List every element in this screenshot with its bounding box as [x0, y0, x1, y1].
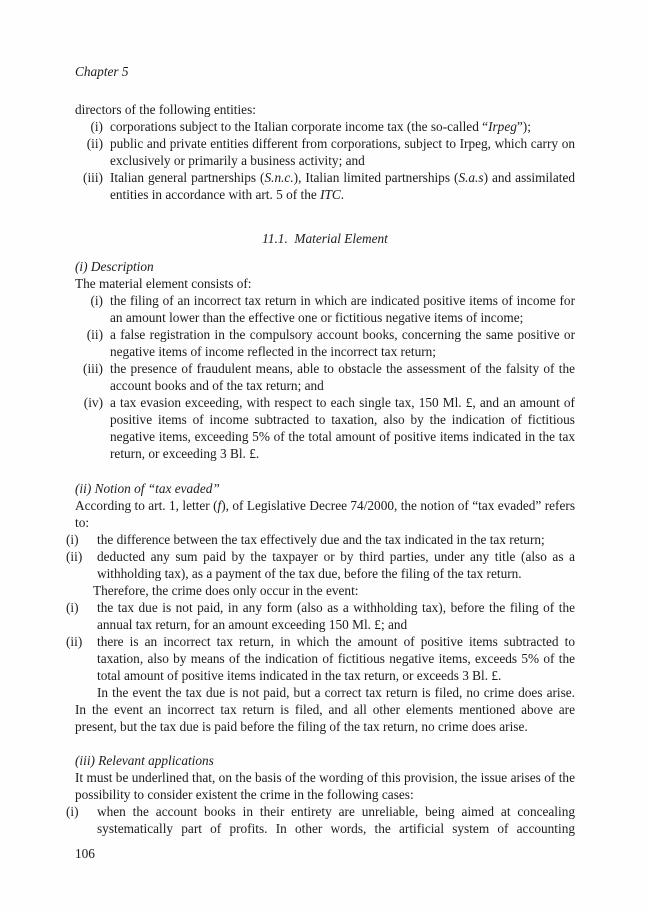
- list-item-text: Italian general partnerships (S.n.c.), Italian limited partnerships (S.a.s) and assimilated entities in accordance with art. 5 of the ITC.: [110, 170, 575, 202]
- list-item-text: corporations subject to the Italian corporate income tax (the so-called “Irpeg”);: [110, 119, 531, 134]
- intro-list: [75, 118, 575, 203]
- subsection-heading-applications: (iii) Relevant applications: [75, 753, 214, 768]
- list-item-number: (i): [90, 293, 103, 308]
- list-item: [66, 803, 575, 837]
- list-item-number: (ii): [66, 549, 83, 564]
- list-item: [75, 360, 575, 394]
- list-item: [75, 326, 575, 360]
- list-item: [75, 292, 575, 326]
- list-item: [75, 135, 575, 169]
- notion-closing-paragraph: In the event the tax due is not paid, but a correct tax return is filed, no crime does arise. In the event an incorrect tax return is filed, and all other elements mentioned above are present, but the tax due is paid before the filing of the tax return, no crime does arise.: [75, 685, 575, 734]
- list-item-text: deducted any sum paid by the taxpayer or by third parties, under any title (also as a withholding tax), as a payment of the tax due, before the filing of the tax return.: [97, 549, 575, 581]
- list-item-number: (i): [66, 804, 79, 819]
- list-item-text: the presence of fraudulent means, able to obstacle the assessment of the falsity of the account books and of the tax return; and: [110, 361, 575, 393]
- list-item: [66, 633, 575, 684]
- list-item-text: there is an incorrect tax return, in which the amount of positive items subtracted to taxation, also by means of the indication of fictitious negative items, exceeds 5% of the total amount of positive items indicated in the tax return, or exceeds 3 Bl. £.: [97, 634, 575, 683]
- list-item-text: the filing of an incorrect tax return in which are indicated positive items of income for an amount lower than the effective one or fictitious negative items of income;: [110, 293, 575, 325]
- description-list: [75, 292, 575, 462]
- list-item: [66, 599, 575, 633]
- therefore-line: Therefore, the crime does only occur in the event:: [93, 583, 359, 598]
- list-item-number: (ii): [86, 327, 103, 342]
- section-heading: 11.1. Material Element: [262, 231, 388, 246]
- list-item: [75, 169, 575, 203]
- list-item: [75, 394, 575, 462]
- list-item: [66, 531, 575, 548]
- list-item-number: (i): [66, 532, 79, 547]
- event-list: [66, 599, 575, 684]
- notion-lead-paragraph: According to art. 1, letter (f), of Legislative Decree 74/2000, the notion of “tax evaded” refers to:: [75, 498, 575, 530]
- subsection-heading-notion: (ii) Notion of “tax evaded”: [75, 481, 220, 496]
- running-head-chapter: Chapter 5: [75, 64, 129, 79]
- list-item: [75, 118, 575, 135]
- page-number: 106: [75, 846, 95, 861]
- list-item-text: the difference between the tax effectively due and the tax indicated in the tax return;: [97, 532, 545, 547]
- applications-list: [66, 803, 575, 837]
- list-item-text: a false registration in the compulsory account books, concerning the same positive or negative items of income reflected in the incorrect tax return;: [110, 327, 575, 359]
- list-item-number: (iii): [83, 170, 103, 185]
- list-item: [66, 548, 575, 582]
- list-item-number: (i): [90, 119, 103, 134]
- list-item-number: (i): [66, 600, 79, 615]
- list-item-text: a tax evasion exceeding, with respect to each single tax, 150 Ml. £, and an amount of positive items of income subtracted to taxation, also by the indication of fictitious negative items, exceeding 5% of the total amount of positive items indicated in the tax return, or exceeding 3 Bl. £.: [110, 395, 575, 461]
- list-item-text: public and private entities different from corporations, subject to Irpeg, which carry on exclusively or primarily a business activity; and: [110, 136, 575, 168]
- list-item-number: (ii): [66, 634, 83, 649]
- list-item-number: (iii): [83, 361, 103, 376]
- description-lead-paragraph: The material element consists of:: [75, 276, 252, 291]
- list-item-text: the tax due is not paid, in any form (also as a withholding tax), before the filing of the annual tax return, for an amount exceeding 150 Ml. £; and: [97, 600, 575, 632]
- notion-list: [66, 531, 575, 582]
- list-item-text: when the account books in their entirety are unreliable, being aimed at concealing systematically part of profits. In other words, the artificial system of accounting: [97, 804, 575, 836]
- applications-lead-paragraph: It must be underlined that, on the basis of the wording of this provision, the issue arises of the possibility to consider existent the crime in the following cases:: [75, 770, 575, 802]
- list-item-number: (iv): [83, 395, 103, 410]
- list-item-number: (ii): [86, 136, 103, 151]
- subsection-heading-description: (i) Description: [75, 259, 154, 274]
- intro-lead-paragraph: directors of the following entities:: [75, 102, 256, 117]
